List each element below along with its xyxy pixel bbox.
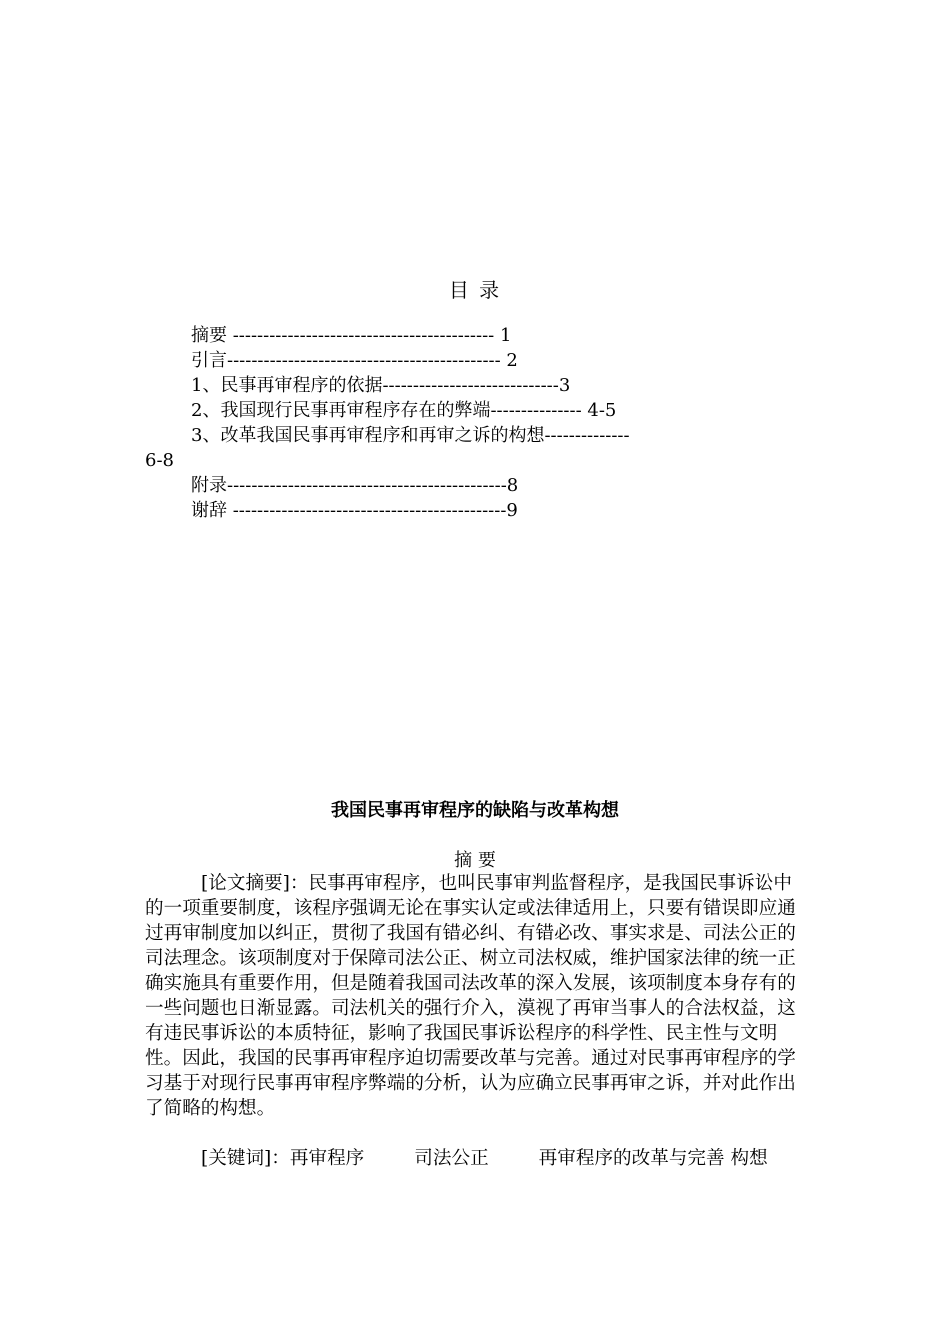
toc-entry-section-3-pages: 6-8 (145, 450, 174, 471)
keyword-item: 再审程序的改革与完善 构想 (538, 1148, 768, 1169)
toc-entry-appendix: 附录----------------------------------------------8 (191, 475, 519, 496)
table-of-contents (145, 323, 815, 523)
toc-entry-acknowledgements: 谢辞 ---------------------------------------------9 (191, 500, 518, 521)
toc-entry-section-1: 1、民事再审程序的依据-----------------------------3 (191, 375, 571, 396)
paper-title: 我国民事再审程序的缺陷与改革构想 (331, 800, 619, 821)
abstract-paragraph: [论文摘要]：民事再审程序，也叫民事审判监督程序，是我国民事诉讼中的一项重要制度，该程序强调无论在事实认定或法律适用上，只要有错误即应通过再审制度加以纠正，贯彻了我国有错必纠、有错必改、事实求是、司法公正的司法理念。该项制度对于保障司法公正、树立司法权威，维护国家法律的统一正确实施具有重要作用，但是随着我国司法改革的深入发展，该项制度本身存有的一些问题也日渐显露。司法机关的强行介入，漠视了再审当事人的合法权益，这有违民事诉讼的本质特征，影响了我国民事诉讼程序的科学性、民主性与文明性。因此，我国的民事再审程序迫切需要改革与完善。通过对民事再审程序的学习基于对现行民事再审程序弊端的分析，认为应确立民事再审之诉，并对此作出了简略的构想。 (145, 873, 796, 1119)
keyword-item: 再审程序 (289, 1148, 365, 1169)
keywords-line (145, 1146, 805, 1171)
toc-entry-abstract: 摘要 ------------------------------------------- 1 (191, 325, 512, 346)
toc-entry-section-3: 3、改革我国民事再审程序和再审之诉的构想-------------- (191, 425, 630, 446)
toc-entry-introduction: 引言--------------------------------------------- 2 (191, 350, 518, 371)
keyword-item: 司法公正 (414, 1148, 489, 1169)
toc-title: 目 录 (448, 278, 502, 302)
keywords-label: [关键词]： (201, 1148, 290, 1169)
toc-entry-section-2: 2、我国现行民事再审程序存在的弊端--------------- 4-5 (191, 400, 617, 421)
abstract-heading: 摘 要 (454, 850, 496, 871)
